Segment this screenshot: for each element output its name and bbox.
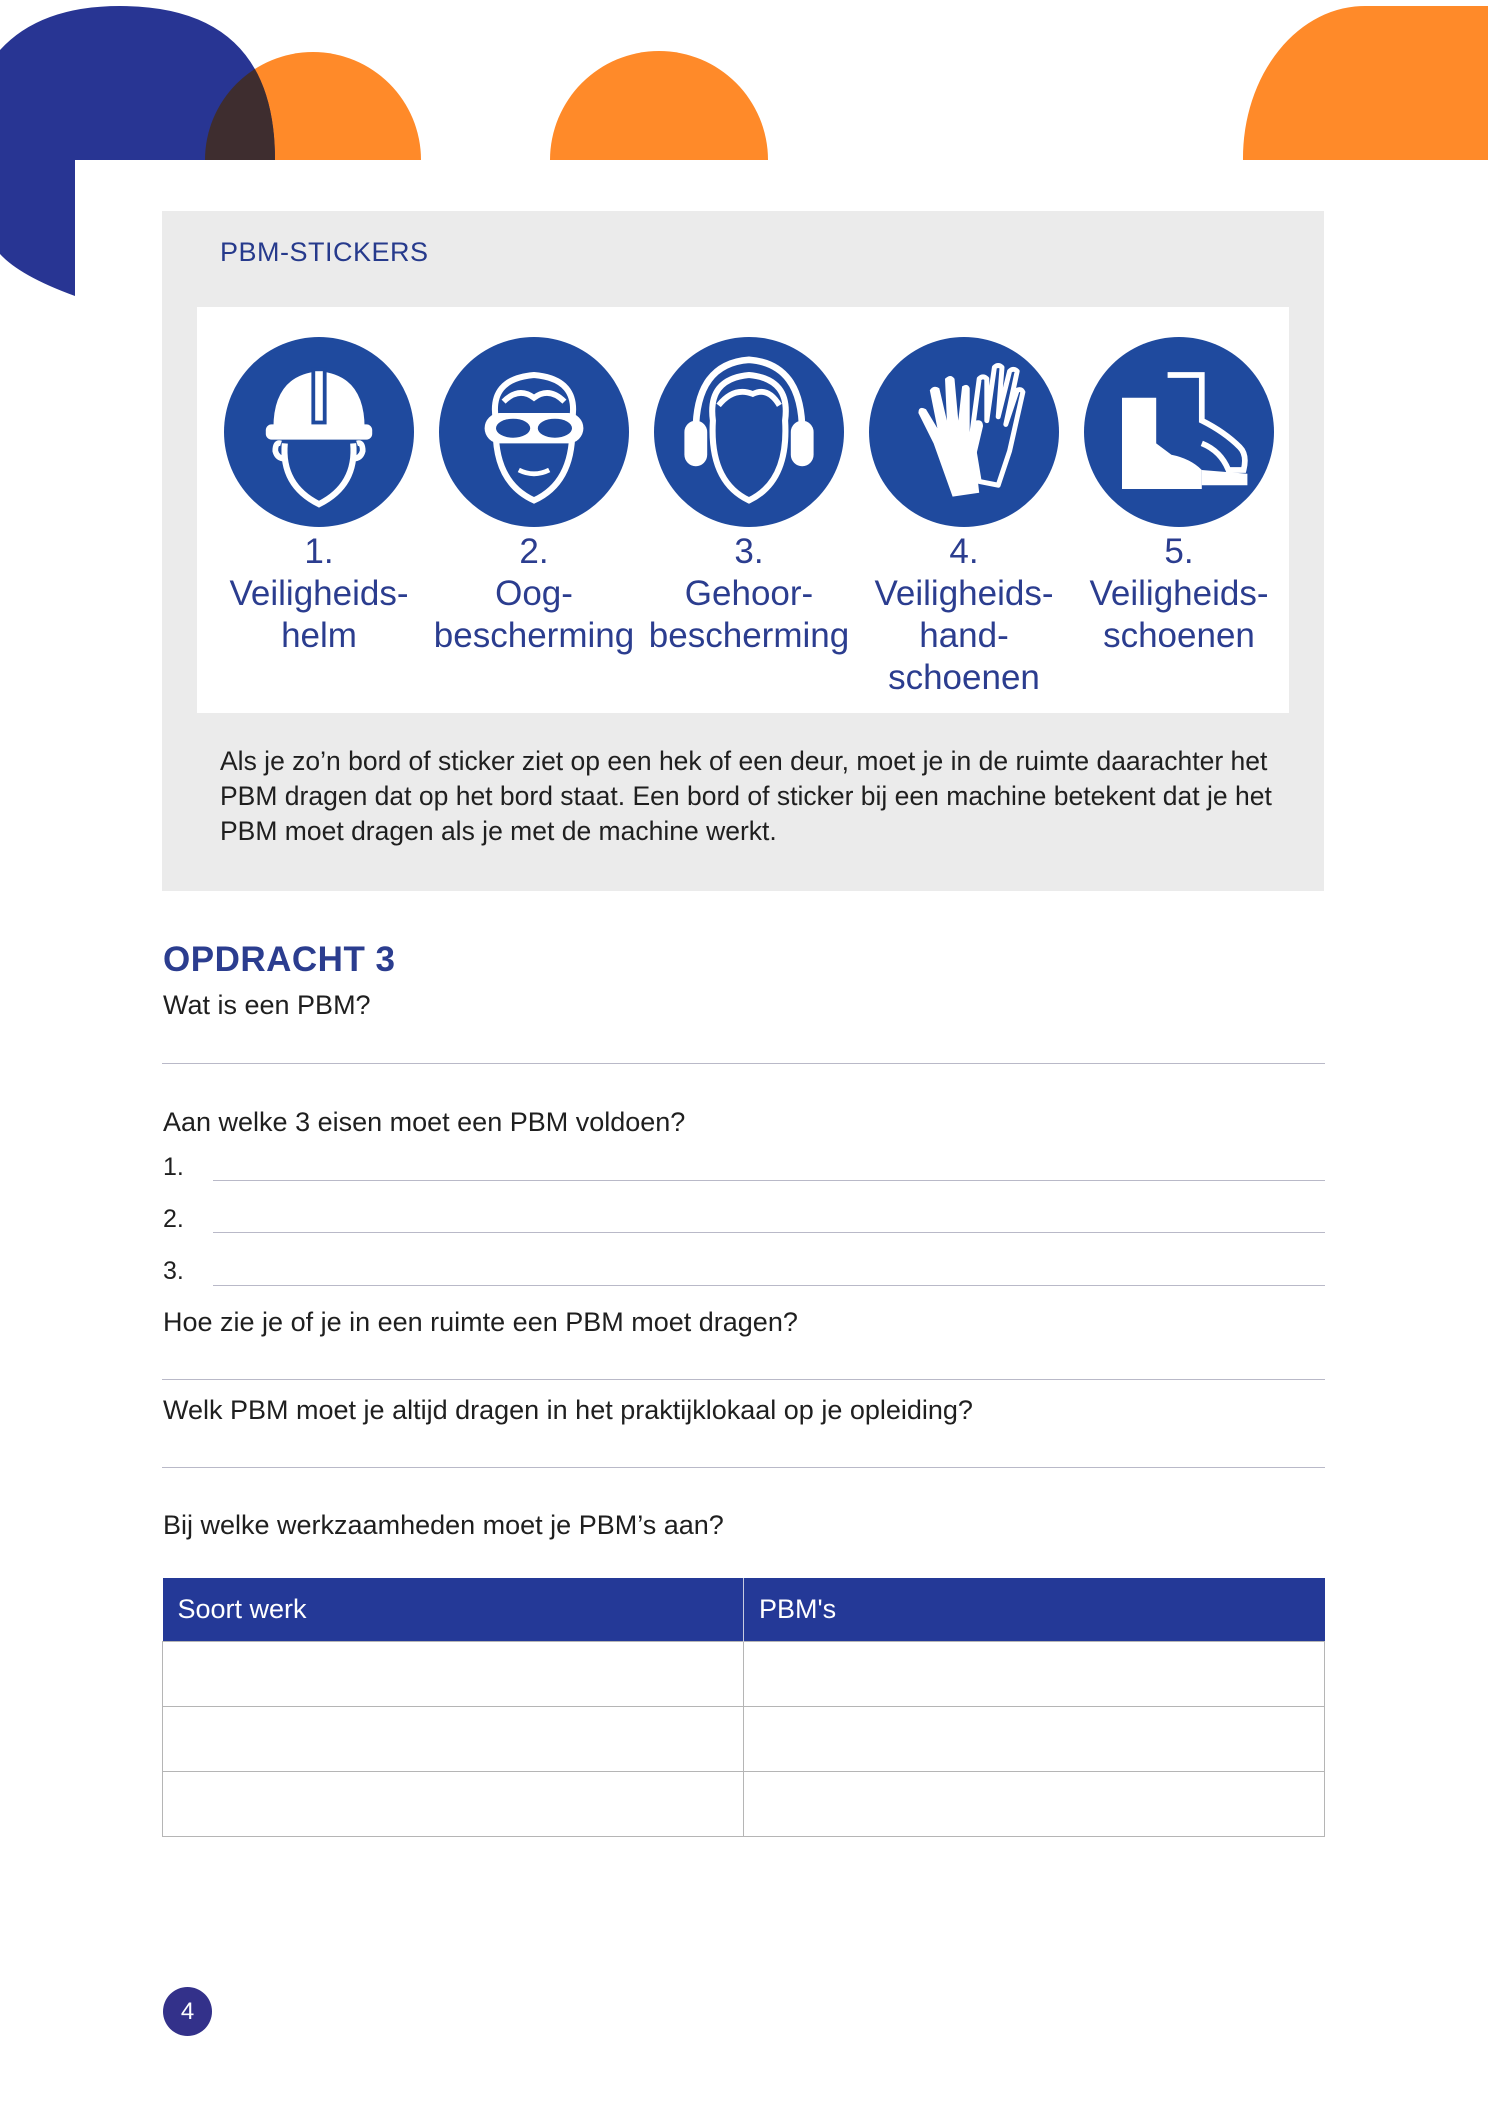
table-row <box>163 1707 1325 1772</box>
sign-item-goggles <box>427 307 641 657</box>
sign-label: Gehoor- <box>684 574 814 613</box>
table-cell-soort-werk[interactable] <box>163 1772 744 1837</box>
question-what-is-pbm: Wat is een PBM? <box>163 990 371 1020</box>
answer-line-q1[interactable] <box>162 1063 1325 1064</box>
orange-half-circle-right <box>1243 6 1488 160</box>
table-header-row <box>163 1578 1325 1642</box>
sign-item-boots <box>1072 307 1286 657</box>
safety-gloves-icon <box>869 337 1059 527</box>
sign-number: 1. <box>304 532 334 571</box>
list-number: 2. <box>163 1205 184 1233</box>
safety-goggles-icon <box>439 337 629 527</box>
sign-label: Veiligheids- <box>874 574 1054 613</box>
answer-line-q3[interactable] <box>162 1379 1325 1380</box>
table-cell-soort-werk[interactable] <box>163 1642 744 1707</box>
table-row <box>163 1772 1325 1837</box>
sign-label: Veiligheids- <box>229 574 409 613</box>
table-row <box>163 1642 1325 1707</box>
sign-label: Veiligheids- <box>1089 574 1269 613</box>
table-header-soort-werk: Soort werk <box>163 1578 744 1642</box>
sign-label: Oog- <box>495 574 573 613</box>
sign-number: 3. <box>734 532 764 571</box>
table-header-pbms: PBM's <box>744 1578 1325 1642</box>
safety-boots-icon <box>1084 337 1274 527</box>
question-always-wear: Welk PBM moet je altijd dragen in het praktijklokaal op je opleiding? <box>163 1395 973 1425</box>
answer-line-requirement-3[interactable] <box>213 1285 1325 1286</box>
page-number-badge: 4 <box>163 1987 212 2036</box>
stickers-title: PBM-STICKERS <box>220 237 429 267</box>
answer-line-requirement-1[interactable] <box>213 1180 1325 1181</box>
sign-label: helm <box>281 616 357 655</box>
hard-hat-icon <box>224 337 414 527</box>
sign-item-gloves <box>857 307 1071 699</box>
table-cell-pbms[interactable] <box>744 1707 1325 1772</box>
sign-item-ear-muffs <box>642 307 856 657</box>
list-number: 1. <box>163 1153 184 1181</box>
sign-number: 5. <box>1164 532 1194 571</box>
stickers-panel <box>197 307 1289 713</box>
table-cell-pbms[interactable] <box>744 1642 1325 1707</box>
sign-number: 4. <box>949 532 979 571</box>
table-cell-pbms[interactable] <box>744 1772 1325 1837</box>
sign-label: bescherming <box>648 616 850 655</box>
sign-number: 2. <box>519 532 549 571</box>
answer-line-q4[interactable] <box>162 1467 1325 1468</box>
pbm-table <box>162 1578 1325 1837</box>
list-number: 3. <box>163 1257 184 1285</box>
sign-label: hand- <box>919 616 1009 655</box>
pbm-stickers-box <box>162 211 1324 891</box>
assignment-heading: OPDRACHT 3 <box>163 940 396 979</box>
table-cell-soort-werk[interactable] <box>163 1707 744 1772</box>
question-activities: Bij welke werkzaamheden moet je PBM’s aan? <box>163 1510 724 1540</box>
answer-line-requirement-2[interactable] <box>213 1232 1325 1233</box>
sign-item-helmet <box>212 307 426 657</box>
sign-label: bescherming <box>433 616 635 655</box>
question-how-to-see: Hoe zie je of je in een ruimte een PBM moet dragen? <box>163 1307 798 1337</box>
question-requirements: Aan welke 3 eisen moet een PBM voldoen? <box>163 1107 686 1137</box>
stickers-description: Als je zo’n bord of sticker ziet op een hek of een deur, moet je in de ruimte daarachter het PBM dragen dat op het bord staat. Een bord of sticker bij een machine betekent dat je het PBM moet dragen als je met de machine werkt. <box>220 746 1272 846</box>
sign-label: schoenen <box>888 658 1040 697</box>
sign-label: schoenen <box>1103 616 1255 655</box>
ear-muffs-icon <box>654 337 844 527</box>
